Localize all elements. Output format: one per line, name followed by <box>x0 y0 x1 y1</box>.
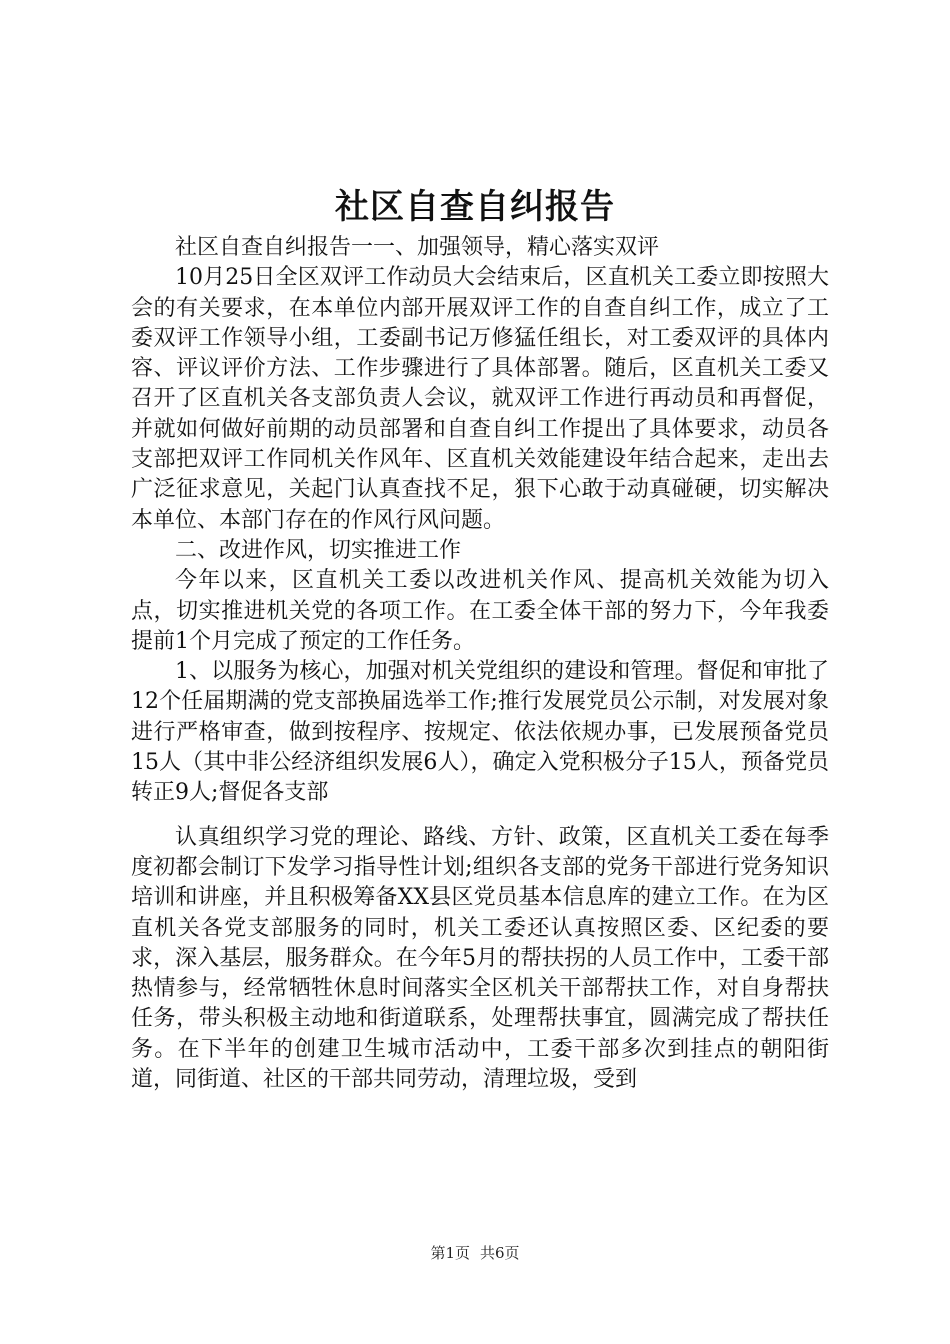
paragraph-work-progress: 今年以来，区直机关工委以改进机关作风、提高机关效能为切入点，切实推进机关党的各项工作。在工委全体干部的努力下，今年我委提前1个月完成了预定的工作任务。 <box>131 568 829 654</box>
paragraph-intro-heading: 社区自查自纠报告一一、加强领导，精心落实双评 <box>175 235 660 260</box>
paragraph-section-two-heading: 二、改进作风，切实推进工作 <box>175 537 462 563</box>
paragraph-service-core: 1、以服务为核心，加强对机关党组织的建设和管理。督促和审批了12个任届期满的党支部换届选举工作;推行发展党员公示制，对发展对象进行严格审查，做到按程序、按规定、依法依规办事，已发展预备党员15人（其中非公经济组织发展6人），确定入党积极分子15人，预备党员转正9人;督促各支部 <box>131 659 829 806</box>
page-total: 共6页 <box>480 1244 520 1262</box>
paragraph-leadership: 10月25日全区双评工作动员大会结束后，区直机关工委立即按照大会的有关要求，在本单位内部开展双评工作的自查自纠工作，成立了工委双评工作领导小组，工委副书记万修猛任组长，对工委双评的具体内容、评议评价方法、工作步骤进行了具体部署。随后，区直机关工委又召开了区直机关各支部负责人会议，就双评工作进行再动员和再督促，并就如何做好前期的动员部署和自查自纠工作提出了具体要求，动员各支部把双评工作同机关作风年、区直机关效能建设年结合起来，走出去广泛征求意见，关起门认真查找不足，狠下心敢于动真碰硬，切实解决本单位、本部门存在的作风行风问题。 <box>131 265 829 533</box>
page-title: 社区自查自纠报告 <box>335 187 615 227</box>
page-footer <box>0 1243 950 1263</box>
paragraph-study-theory: 认真组织学习党的理论、路线、方针、政策，区直机关工委在每季度初都会制订下发学习指导性计划;组织各支部的党务干部进行党务知识培训和讲座，并且积极筹备XX县区党员基本信息库的建立工作。在为区直机关各党支部服务的同时，机关工委还认真按照区委、区纪委的要求，深入基层，服务群众。在今年5月的帮扶拐的人员工作中，工委干部热情参与，经常牺牲休息时间落实全区机关干部帮扶工作，对自身帮扶任务，带头积极主动地和街道联系，处理帮扶事宜，圆满完成了帮扶任务。在下半年的创建卫生城市活动中，工委干部多次到挂点的朝阳街道，同街道、社区的干部共同劳动，清理垃圾，受到 <box>131 824 829 1093</box>
page-number: 第1页 <box>430 1244 470 1262</box>
document-body <box>131 233 829 1095</box>
